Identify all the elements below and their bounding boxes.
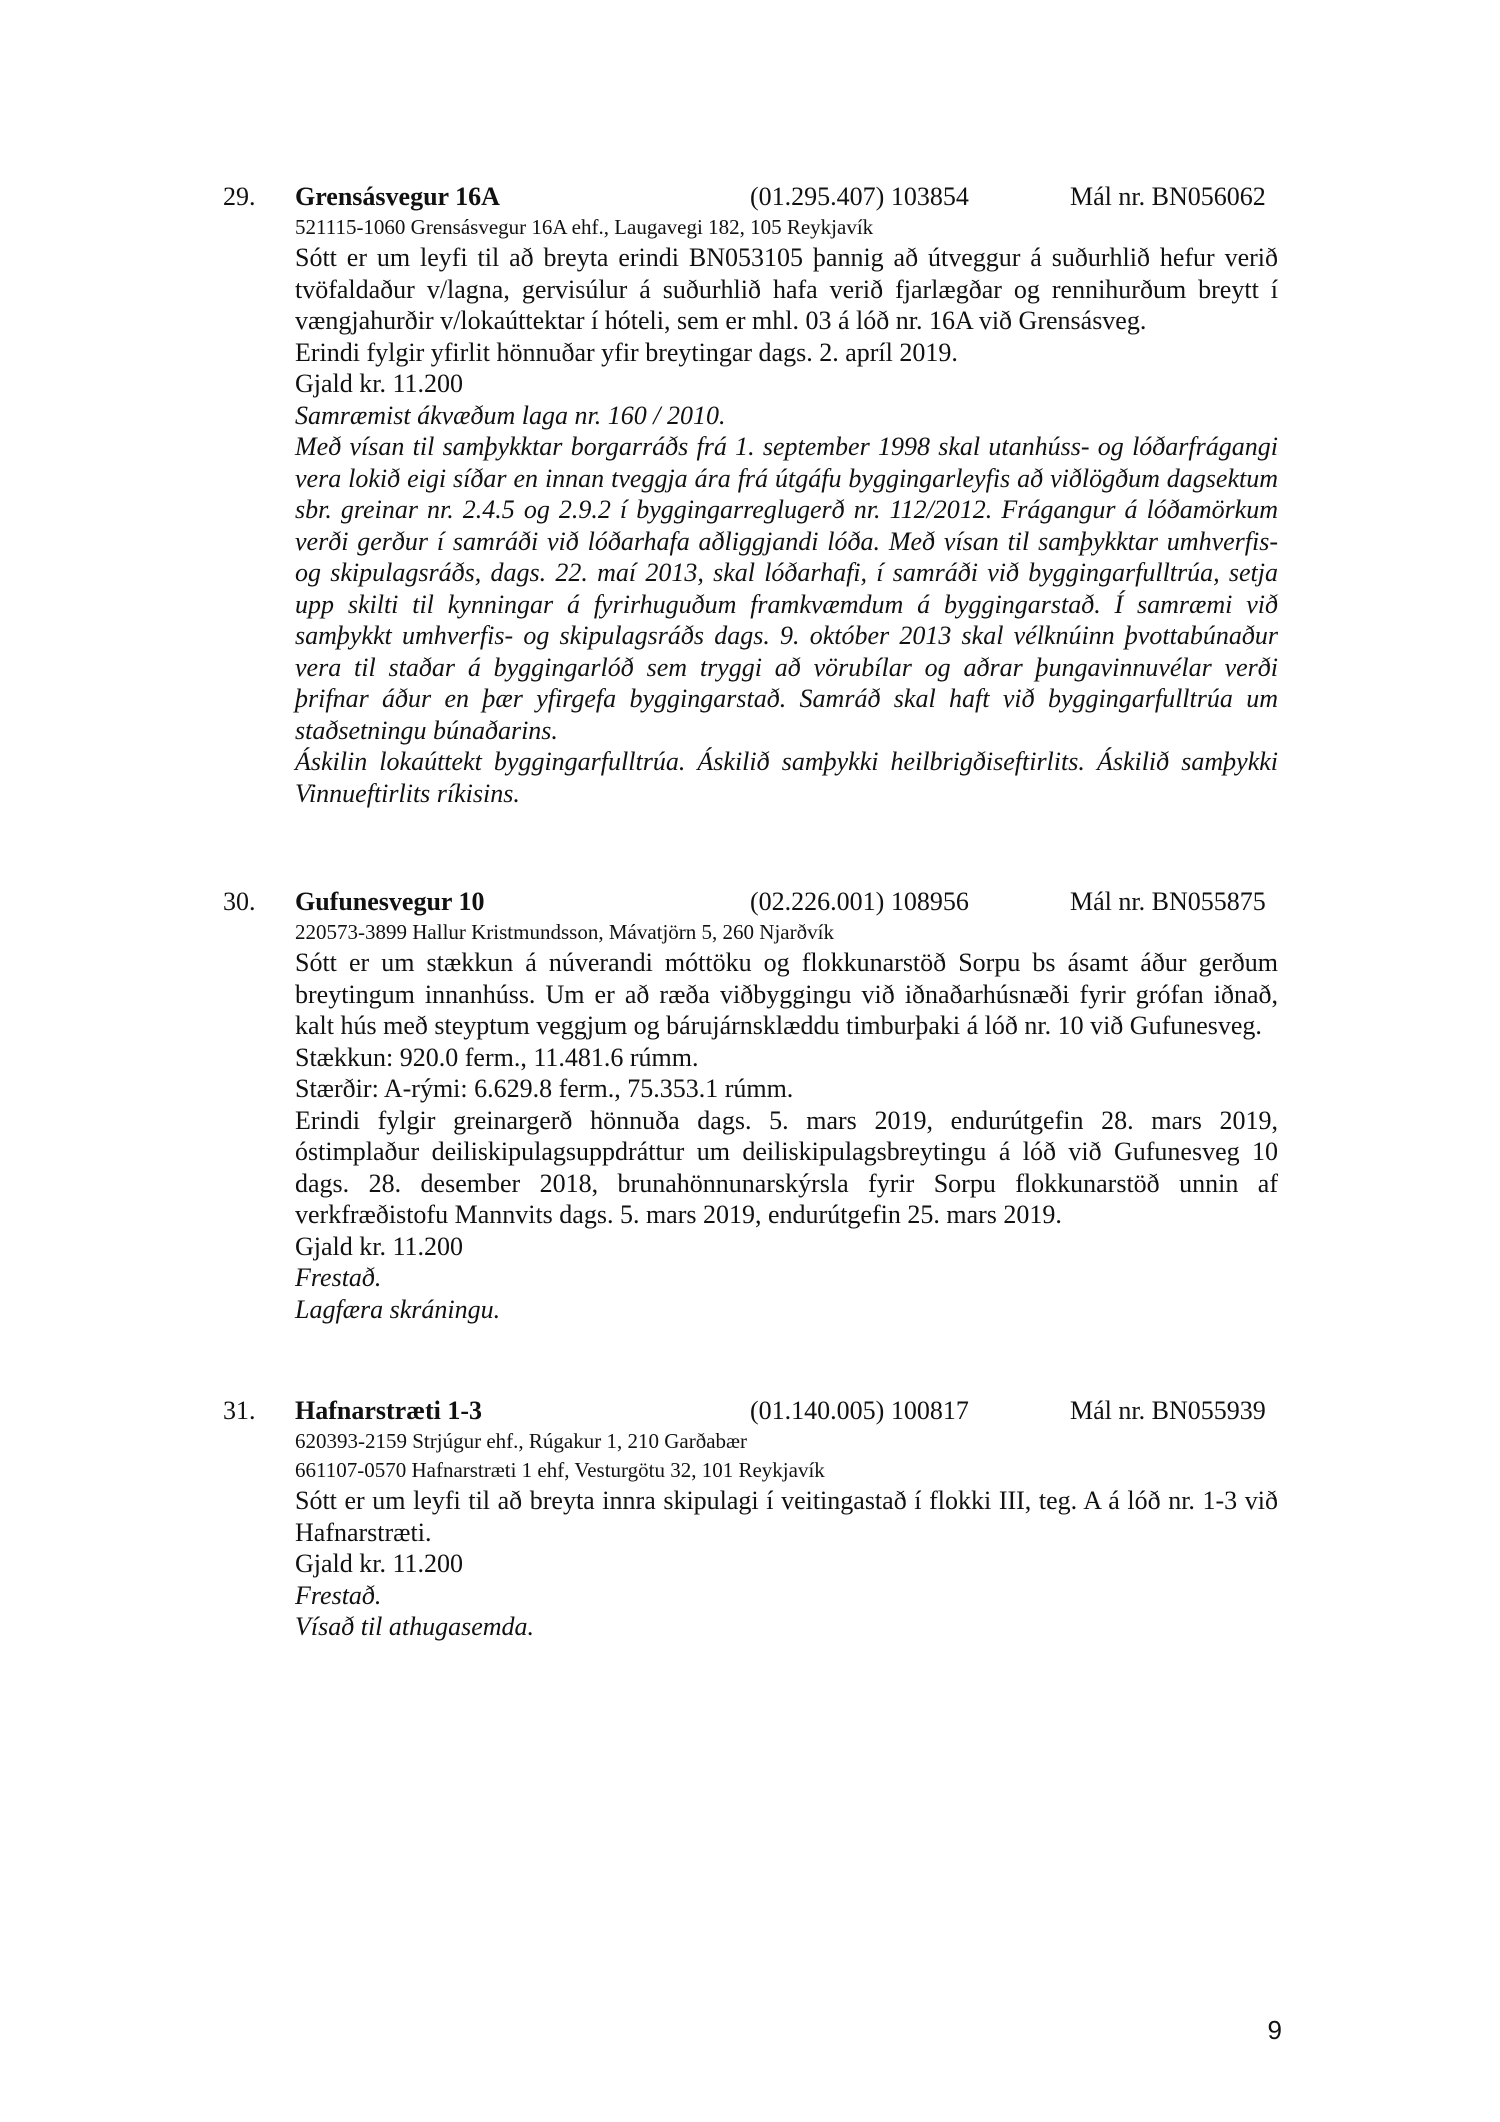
entry-number: 30. <box>223 887 256 916</box>
entry-attachments: Erindi fylgir yfirlit hönnuðar yfir breytingar dags. 2. apríl 2019. <box>295 337 958 367</box>
entry-decision: Frestað. <box>295 1263 382 1292</box>
entry-note: Lagfæra skráningu. <box>295 1294 501 1324</box>
entry-case-number: Mál nr. BN055875 <box>1070 887 1266 916</box>
entry-address: Hafnarstræti 1-3 <box>295 1396 483 1425</box>
entry-address: Grensásvegur 16A <box>295 182 500 211</box>
entry-case-number: Mál nr. BN055939 <box>1070 1396 1266 1425</box>
entry-reference: (01.140.005) 100817 <box>750 1396 969 1425</box>
entry-number: 31. <box>223 1396 256 1425</box>
entry-applicant: 620393-2159 Strjúgur ehf., Rúgakur 1, 210 Garðabær <box>295 1429 748 1453</box>
entry-fee: Gjald kr. 11.200 <box>295 1231 464 1261</box>
entry-30 <box>223 885 1283 1325</box>
entry-enlargement: Stækkun: 920.0 ferm., 11.481.6 rúmm. <box>295 1042 699 1072</box>
entry-fee: Gjald kr. 11.200 <box>295 369 464 398</box>
entry-29 <box>223 180 1283 809</box>
entry-case-number: Mál nr. BN056062 <box>1070 182 1266 211</box>
entry-applicant: 661107-0570 Hafnarstræti 1 ehf, Vesturgötu 32, 101 Reykjavík <box>295 1458 825 1482</box>
entry-description: Sótt er um stækkun á núverandi móttöku og flokkunarstöð Sorpu bs ásamt áður gerðum breytingum innanhúss. Um er að ræða viðbyggingu við iðnaðarhúsnæði fyrir grófan iðnað, kalt hús með steyptum veggjum og bárujárnsklæddu timburþaki á lóð nr. 10 við Gufunesveg. <box>295 948 1278 1040</box>
entry-requirements: Áskilin lokaúttekt byggingarfulltrúa. Áskilið samþykki heilbrigðiseftirlits. Áskilið samþykki Vinnueftirlits ríkisins. <box>295 747 1278 808</box>
entry-description: Sótt er um leyfi til að breyta erindi BN053105 þannig að útveggur á suðurhlið hefur verið tvöfaldaður v/lagna, gervisúlur á suðurhlið hafa verið fjarlægðar og rennihurðum breytt í vængjahurðir v/lokaúttektar í hóteli, sem er mhl. 03 á lóð nr. 16A við Grensásveg. <box>295 243 1278 335</box>
entry-sizes: Stærðir: A-rými: 6.629.8 ferm., 75.353.1 rúmm. <box>295 1074 794 1103</box>
entry-decision: Frestað. <box>295 1580 382 1610</box>
entry-note: Vísað til athugasemda. <box>295 1612 535 1641</box>
entry-conditions: Með vísan til samþykktar borgarráðs frá 1. september 1998 skal utanhúss- og lóðarfrágangi vera lokið eigi síðar en innan tveggja ára frá útgáfu byggingarleyfis að viðlögðum dagsektum sbr. greinar nr. 2.4.5 og 2.9.2 í byggingarreglugerð nr. 112/2012. Frágangur á lóðamörkum verði gerður í samráði við lóðarhafa aðliggjandi lóða. Með vísan til samþykktar umhverfis- og skipulagsráðs, dags. 22. maí 2013, skal lóðarhafi, í samráði við byggingarfulltrúa, setja upp skilti til kynningar á fyrirhuguðum framkvæmdum á byggingarstað. Í samræmi við samþykkt umhverfis- og skipulagsráðs dags. 9. október 2013 skal vélknúinn þvottabúnaður vera til staðar á byggingarlóð sem tryggi að vörubílar og aðrar þungavinnuvélar verði þrifnar áður en þær yfirgefa byggingarstað. Samráð skal haft við byggingarfulltrúa um staðsetningu búnaðarins. <box>295 432 1278 745</box>
entry-address: Gufunesvegur 10 <box>295 887 485 916</box>
entry-reference: (01.295.407) 103854 <box>750 182 969 211</box>
entry-header <box>223 180 1283 213</box>
entry-applicant: 521115-1060 Grensásvegur 16A ehf., Laugavegi 182, 105 Reykjavík <box>295 215 874 239</box>
entry-header <box>223 1394 1283 1427</box>
entry-attachments: Erindi fylgir greinargerð hönnuða dags. 5. mars 2019, endurútgefin 28. mars 2019, óstimplaður deiliskipulagsuppdráttur um deiliskipulagsbreytingu á lóð við Gufunesveg 10 dags. 28. desember 2018, brunahönnunarskýrsla fyrir Sorpu flokkunarstöð unnin af verkfræðistofu Mannvits dags. 5. mars 2019, endurútgefin 25. mars 2019. <box>295 1105 1278 1229</box>
entry-header <box>223 885 1283 918</box>
entry-applicant: 220573-3899 Hallur Kristmundsson, Mávatjörn 5, 260 Njarðvík <box>295 920 834 944</box>
entry-reference: (02.226.001) 108956 <box>750 887 969 916</box>
entry-description: Sótt er um leyfi til að breyta innra skipulagi í veitingastað í flokki III, teg. A á lóð nr. 1-3 við Hafnarstræti. <box>295 1486 1278 1547</box>
entry-decision: Samræmist ákvæðum laga nr. 160 / 2010. <box>295 400 726 430</box>
entry-fee: Gjald kr. 11.200 <box>295 1549 464 1578</box>
page-number: 9 <box>1267 2015 1282 2045</box>
entry-31 <box>223 1394 1283 1643</box>
entry-number: 29. <box>223 182 256 211</box>
